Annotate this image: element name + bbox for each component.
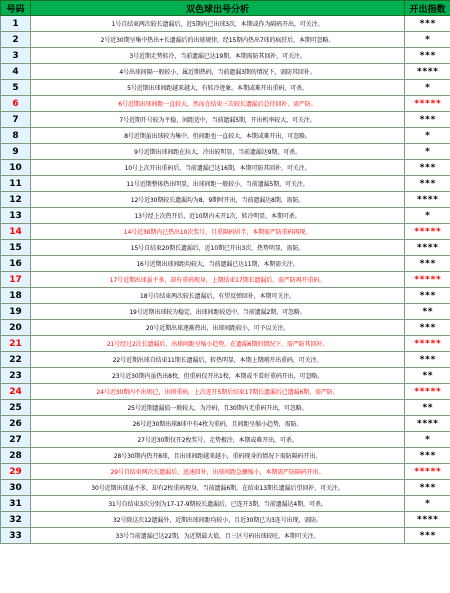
- row-star-rating: ***: [405, 256, 450, 272]
- row-star-rating: ***: [405, 352, 450, 368]
- row-star-rating: ***: [405, 16, 450, 32]
- table-row: [1, 224, 450, 240]
- row-analysis-text: 3号近期走势转冷，当前遗漏已达19期，本期需防其回补，可关注。: [31, 48, 405, 64]
- row-number: 23: [1, 368, 31, 384]
- row-number: 16: [1, 256, 31, 272]
- table-row: [1, 352, 450, 368]
- header-index: 开出指数: [405, 1, 450, 16]
- table-row: [1, 336, 450, 352]
- row-number: 6: [1, 96, 31, 112]
- table-row: [1, 448, 450, 464]
- row-analysis-text: 9号近期出球间距在拉大，冷出较明显，当前遗漏达9期，可杀。: [31, 144, 405, 160]
- row-number: 29: [1, 464, 31, 480]
- row-number: 30: [1, 480, 31, 496]
- row-number: 8: [1, 128, 31, 144]
- table-body: [1, 16, 450, 544]
- row-star-rating: *****: [405, 336, 450, 352]
- row-star-rating: *****: [405, 272, 450, 288]
- row-number: 26: [1, 416, 31, 432]
- row-number: 5: [1, 80, 31, 96]
- row-number: 20: [1, 320, 31, 336]
- row-star-rating: ***: [405, 288, 450, 304]
- row-star-rating: *: [405, 432, 450, 448]
- table-row: [1, 144, 450, 160]
- table-row: [1, 64, 450, 80]
- row-analysis-text: 23号近30期内虽热出8枚，但重码仅开出1枚，本期或不看好重码开出，可忽略。: [31, 368, 405, 384]
- table-row: [1, 432, 450, 448]
- row-star-rating: *****: [405, 96, 450, 112]
- table-row: [1, 480, 450, 496]
- table-row: [1, 96, 450, 112]
- row-analysis-text: 19号近期出球较为稳定，出球间距较适中，当前遗漏2期，可忽略。: [31, 304, 405, 320]
- row-analysis-text: 5号近期出球间距越来越大，有转冷迹象。本期或难开出重码，可杀。: [31, 80, 405, 96]
- row-number: 18: [1, 288, 31, 304]
- row-number: 32: [1, 512, 31, 528]
- row-analysis-text: 6号近期出球间距一直较大，然而在结束三次较长遗漏后总待回补，需严防。: [31, 96, 405, 112]
- row-number: 12: [1, 192, 31, 208]
- row-star-rating: ****: [405, 416, 450, 432]
- table-row: [1, 464, 450, 480]
- table-row: [1, 512, 450, 528]
- table-row: [1, 416, 450, 432]
- row-number: 14: [1, 224, 31, 240]
- row-analysis-text: 33号当前遗漏已达22期，为近期最大值，且三区号码出球较旺，本期可关注。: [31, 528, 405, 544]
- header-analysis: 双色球出号分析: [31, 1, 405, 16]
- table-row: [1, 128, 450, 144]
- row-star-rating: ***: [405, 176, 450, 192]
- row-analysis-text: 30号近期出球虽不多，却有2枚重码现身，当前遗漏6期，在结束13期长遗漏后望回补，可关注。: [31, 480, 405, 496]
- row-number: 31: [1, 496, 31, 512]
- row-analysis-text: 8号近期虽出球较为集中，但间距也一直较大，本期或难开出，可忽略。: [31, 128, 405, 144]
- row-analysis-text: 28号30期内热开8球，且出球间距越来越小，重码现身的情况下需防隔码开出。: [31, 448, 405, 464]
- row-number: 9: [1, 144, 31, 160]
- row-star-rating: ****: [405, 192, 450, 208]
- row-number: 2: [1, 32, 31, 48]
- row-analysis-text: 31号自结束3次分别为17-17-9期较长遗漏后，已连开3期，当前遗漏达4期，可杀。: [31, 496, 405, 512]
- row-star-rating: *****: [405, 384, 450, 400]
- row-number: 13: [1, 208, 31, 224]
- table-row: [1, 400, 450, 416]
- table-row: [1, 384, 450, 400]
- row-star-rating: *: [405, 144, 450, 160]
- row-star-rating: *: [405, 496, 450, 512]
- row-analysis-text: 2号近30期呈集中热出+长遗漏后的出球规律，经15期内热出7球的疯狂后，本期可忽略。: [31, 32, 405, 48]
- table-row: [1, 256, 450, 272]
- table-row: [1, 48, 450, 64]
- header-number: 号码: [1, 1, 31, 16]
- row-number: 15: [1, 240, 31, 256]
- row-analysis-text: 24号近30期内不出则已，出则重码，上次连开5期后结束17期长遗漏后已遗漏6期，需严防。: [31, 384, 405, 400]
- row-star-rating: *****: [405, 464, 450, 480]
- row-number: 25: [1, 400, 31, 416]
- row-analysis-text: 20号近期出球逐渐热出，出球间距较小，可予以关注。: [31, 320, 405, 336]
- table-row: [1, 320, 450, 336]
- row-analysis-text: 12号近30期较长遗漏均为8、9期时开出，当前遗漏达8期，需防。: [31, 192, 405, 208]
- row-analysis-text: 16号近期出球间距均较大，当前遗漏已达11期，本期需关注。: [31, 256, 405, 272]
- row-analysis-text: 29号自结束两次长遗漏后，迅速回补，出球间距急骤缩小，本期需严防隔码开出。: [31, 464, 405, 480]
- row-analysis-text: 15号自结束20期长遗漏后，近10期已开出3次，热势明显，需防。: [31, 240, 405, 256]
- table-row: [1, 240, 450, 256]
- row-star-rating: ***: [405, 112, 450, 128]
- row-star-rating: ****: [405, 512, 450, 528]
- table-row: [1, 32, 450, 48]
- row-star-rating: ***: [405, 528, 450, 544]
- row-number: 11: [1, 176, 31, 192]
- row-analysis-text: 32号除这次12遗漏外，近期出球间距均较小，且近30期已为3连号出现，需防。: [31, 512, 405, 528]
- row-number: 7: [1, 112, 31, 128]
- row-star-rating: **: [405, 400, 450, 416]
- row-analysis-text: 4号出球间隔一般较小，属近期热码，当前遗漏3期的情况下，需防其回补。: [31, 64, 405, 80]
- row-number: 24: [1, 384, 31, 400]
- table-row: [1, 288, 450, 304]
- row-number: 17: [1, 272, 31, 288]
- row-star-rating: **: [405, 368, 450, 384]
- table-row: [1, 112, 450, 128]
- table-row: [1, 16, 450, 32]
- row-star-rating: *: [405, 80, 450, 96]
- row-number: 4: [1, 64, 31, 80]
- row-number: 22: [1, 352, 31, 368]
- row-star-rating: ***: [405, 320, 450, 336]
- row-analysis-text: 1号自结束两次较长遗漏后，近5期内已出球3次，本期或作为隔码开出，可关注。: [31, 16, 405, 32]
- row-number: 21: [1, 336, 31, 352]
- row-analysis-text: 21号经过2次长遗漏后，出球间距呈缩小趋势，在遗漏6期的情况下，需严防其回补。: [31, 336, 405, 352]
- row-analysis-text: 10号上次开出重码后，当前遗漏已达16期，本期可防其回补，可关注。: [31, 160, 405, 176]
- table-row: [1, 192, 450, 208]
- row-star-rating: ****: [405, 64, 450, 80]
- row-analysis-text: 18号自结束两次较长遗漏后，有望反弹回补，本期可关注。: [31, 288, 405, 304]
- row-star-rating: *: [405, 32, 450, 48]
- table-row: [1, 496, 450, 512]
- table-row: [1, 272, 450, 288]
- row-star-rating: ***: [405, 160, 450, 176]
- row-star-rating: *****: [405, 224, 450, 240]
- row-number: 33: [1, 528, 31, 544]
- table-header-row: [1, 1, 450, 16]
- row-number: 28: [1, 448, 31, 464]
- row-number: 3: [1, 48, 31, 64]
- row-star-rating: ***: [405, 48, 450, 64]
- row-star-rating: ****: [405, 240, 450, 256]
- row-star-rating: ***: [405, 448, 450, 464]
- row-analysis-text: 11号近期整体热出明显，出球间距一般较小，当前遗漏5期，可关注。: [31, 176, 405, 192]
- table-row: [1, 160, 450, 176]
- row-star-rating: *: [405, 128, 450, 144]
- row-analysis-text: 25号近期遗漏值一般较大，为冷码，且30期内无重码开出，可忽略。: [31, 400, 405, 416]
- row-number: 27: [1, 432, 31, 448]
- row-star-rating: ***: [405, 480, 450, 496]
- table-row: [1, 304, 450, 320]
- row-analysis-text: 27号近30期仅开2枚奖号，走势极冷，本期或难开出，可杀。: [31, 432, 405, 448]
- row-analysis-text: 26号近30期出球8球中有4枚为重码，且间距呈缩小趋势，需防。: [31, 416, 405, 432]
- row-analysis-text: 22号近期出球自结束11期长遗漏后，转热明显，本期上期刚开出重码，可关注。: [31, 352, 405, 368]
- row-analysis-text: 13号经上次热开后，近10期内未开1次，转冷明显，本期可杀。: [31, 208, 405, 224]
- row-number: 19: [1, 304, 31, 320]
- table-row: [1, 80, 450, 96]
- table-row: [1, 208, 450, 224]
- table-row: [1, 528, 450, 544]
- row-analysis-text: 7号近期开号较为平稳，间距适中，当前遗漏5期，开出机率较大，可关注。: [31, 112, 405, 128]
- row-number: 1: [1, 16, 31, 32]
- row-star-rating: **: [405, 304, 450, 320]
- table-row: [1, 176, 450, 192]
- table-row: [1, 368, 450, 384]
- row-analysis-text: 17号近期出球虽不多，却有重码现身，上期结束17期长遗漏后，需严防再开重码。: [31, 272, 405, 288]
- row-analysis-text: 14号近30期内已热出10次奖号，且重隔码居半，本期需严防重码再现。: [31, 224, 405, 240]
- row-star-rating: *: [405, 208, 450, 224]
- row-number: 10: [1, 160, 31, 176]
